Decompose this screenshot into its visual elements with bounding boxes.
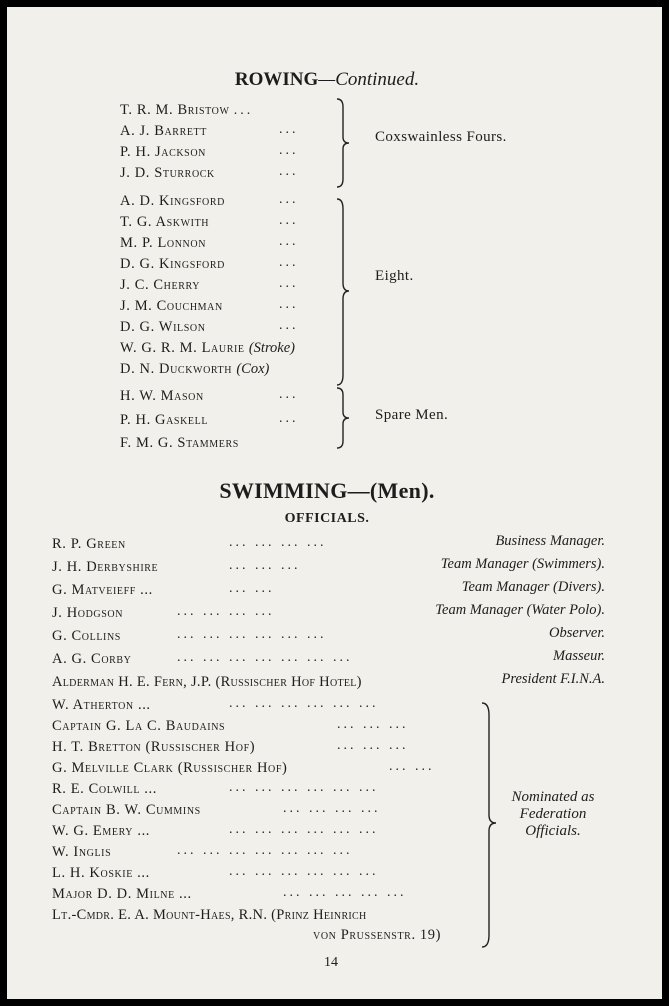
leader-dots: ... ... ... ... xyxy=(229,535,327,550)
leader-dots: ... ... ... xyxy=(229,558,301,573)
rowing-member: W. G. R. M. Laurie (Stroke) xyxy=(120,340,296,356)
official-role: Observer. xyxy=(549,625,605,641)
official-role: Team Manager (Swimmers). xyxy=(440,556,605,572)
rowing-member: A. J. Barrett xyxy=(120,123,207,139)
official-name: A. G. Corby xyxy=(52,651,132,667)
leader-dots: ... xyxy=(279,297,299,312)
swimming-heading: SWIMMING—(Men). xyxy=(219,478,435,503)
leader-dots: ... ... xyxy=(229,581,275,596)
rowing-group-label: Spare Men. xyxy=(375,407,449,423)
leader-dots: ... ... ... ... ... xyxy=(283,885,407,900)
page-number: 14 xyxy=(324,955,338,970)
leader-dots: ... xyxy=(279,122,299,137)
leader-dots: ... ... ... ... xyxy=(177,604,275,619)
officials-subheading: OFFICIALS. xyxy=(284,511,370,526)
nominated-name: Captain B. W. Cummins xyxy=(52,802,201,818)
official-name: Alderman H. E. Fern, J.P. (Russischer Hof Hotel) xyxy=(52,674,362,690)
rowing-member: D. G. Kingsford xyxy=(120,256,225,272)
leader-dots: ... xyxy=(279,213,299,228)
nominated-name-continued: von Prussenstr. 19) xyxy=(313,927,442,943)
leader-dots: ... ... ... ... ... ... xyxy=(229,822,379,837)
leader-dots: ... ... ... ... ... ... xyxy=(229,696,379,711)
leader-dots: ... xyxy=(279,276,299,291)
official-name: G. Collins xyxy=(52,628,121,644)
official-role: Business Manager. xyxy=(495,533,605,549)
rowing-member: J. C. Cherry xyxy=(120,277,201,293)
rowing-member: D. N. Duckworth (Cox) xyxy=(120,361,270,377)
leader-dots: ... ... ... ... ... ... ... xyxy=(177,650,353,665)
leader-dots: ... xyxy=(279,234,299,249)
group-brace xyxy=(335,386,353,450)
leader-dots: ... ... ... ... ... ... xyxy=(177,627,327,642)
leader-dots: ... ... ... ... ... ... xyxy=(229,864,379,879)
federation-label-line: Officials. xyxy=(525,823,581,839)
leader-dots: ... xyxy=(279,192,299,207)
rowing-member: D. G. Wilson xyxy=(120,319,206,335)
rowing-member: T. R. M. Bristow ... xyxy=(120,102,254,118)
official-name: R. P. Green xyxy=(52,536,126,552)
official-role: Team Manager (Water Polo). xyxy=(435,602,605,618)
leader-dots: ... ... ... ... xyxy=(283,801,381,816)
group-brace xyxy=(335,197,353,387)
rowing-group-label: Coxswainless Fours. xyxy=(375,129,507,145)
nominated-name: W. Inglis xyxy=(52,844,112,860)
leader-dots: ... xyxy=(279,255,299,270)
federation-label-line: Nominated as xyxy=(511,789,595,805)
rowing-member: M. P. Lonnon xyxy=(120,235,207,251)
leader-dots: ... xyxy=(279,387,299,402)
rowing-heading-main: ROWING xyxy=(234,69,319,90)
nominated-name: Major D. D. Milne ... xyxy=(52,886,192,902)
nominated-name: R. E. Colwill ... xyxy=(52,781,157,797)
nominated-name: W. Atherton ... xyxy=(52,697,151,713)
nominated-name: G. Melville Clark (Russischer Hof) xyxy=(52,760,288,776)
leader-dots: ... xyxy=(279,164,299,179)
nominated-name: Captain G. La C. Baudains xyxy=(52,718,226,734)
rowing-heading-continued: —Continued. xyxy=(318,69,420,90)
federation-label xyxy=(493,789,613,840)
rowing-member: J. M. Couchman xyxy=(120,298,223,314)
rowing-heading xyxy=(7,69,647,91)
leader-dots: ... ... xyxy=(389,759,435,774)
federation-label-line: Federation xyxy=(519,806,587,822)
rowing-member: P. H. Gaskell xyxy=(120,412,209,428)
leader-dots: ... ... ... ... ... ... xyxy=(229,780,379,795)
group-brace xyxy=(335,97,353,189)
rowing-group-label: Eight. xyxy=(375,268,414,284)
nominated-name: L. H. Koskie ... xyxy=(52,865,150,881)
rowing-member: H. W. Mason xyxy=(120,388,204,404)
official-role: President F.I.N.A. xyxy=(501,671,605,687)
leader-dots: ... ... ... xyxy=(337,738,409,753)
leader-dots: ... ... ... xyxy=(337,717,409,732)
leader-dots: ... ... ... ... ... ... ... xyxy=(177,843,353,858)
leader-dots: ... xyxy=(279,411,299,426)
official-name: J. H. Derbyshire xyxy=(52,559,159,575)
official-role: Team Manager (Divers). xyxy=(461,579,605,595)
rowing-member: J. D. Sturrock xyxy=(120,165,215,181)
official-role: Masseur. xyxy=(553,648,605,664)
document-page xyxy=(7,7,662,999)
nominated-name: H. T. Bretton (Russischer Hof) xyxy=(52,739,256,755)
leader-dots: ... xyxy=(279,143,299,158)
nominated-name: Lt.-Cmdr. E. A. Mount-Haes, R.N. (Prinz Heinrich xyxy=(52,907,367,923)
rowing-member: F. M. G. Stammers xyxy=(120,435,239,451)
rowing-member: P. H. Jackson xyxy=(120,144,206,160)
rowing-member: T. G. Askwith xyxy=(120,214,210,230)
official-name: G. Matveieff ... xyxy=(52,582,153,598)
nominated-name: W. G. Emery ... xyxy=(52,823,151,839)
rowing-member: A. D. Kingsford xyxy=(120,193,225,209)
official-name: J. Hodgson xyxy=(52,605,124,621)
leader-dots: ... xyxy=(279,318,299,333)
